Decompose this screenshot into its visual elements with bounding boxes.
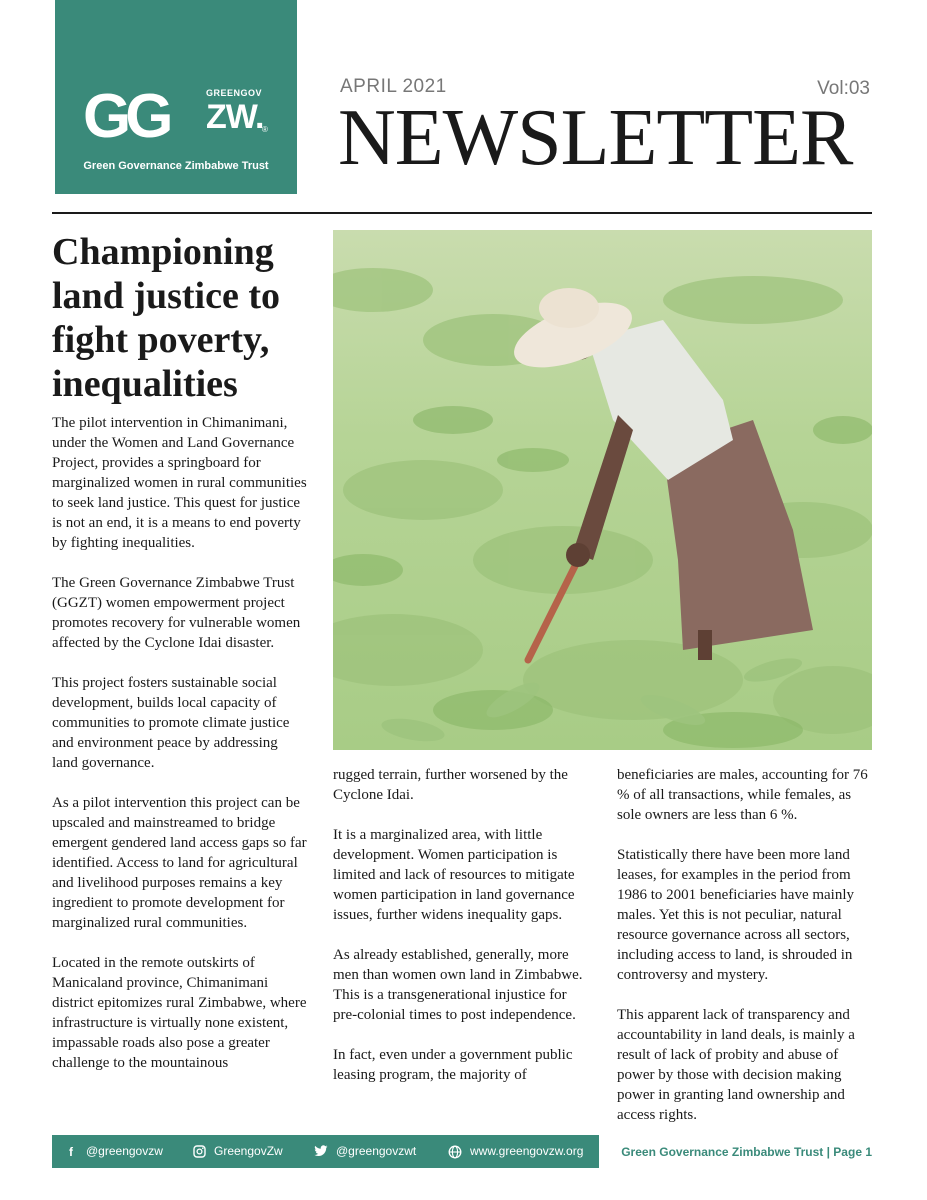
registered-mark: ® — [262, 125, 268, 134]
logo-mark: GG — [83, 82, 168, 151]
paragraph: As a pilot intervention this project can be upscaled and mainstreamed to bridge emergent gendered land access gaps so far identified. Access to land for agricultural and livelihood purposes remains a key ingredient to promote development for marginalized rural communities. — [52, 795, 307, 931]
masthead-title: NEWSLETTER — [338, 98, 853, 178]
issue-date: APRIL 2021 — [340, 76, 447, 97]
footer-social-bar — [52, 1135, 599, 1168]
logo-brand-small: GREENGOV — [206, 88, 263, 98]
instagram-handle: GreengovZw — [214, 1144, 283, 1158]
logo-brand-zw: ZW. — [206, 98, 264, 136]
article-headline: Championing land justice to fight poverty, inequalities — [52, 231, 280, 405]
facebook-handle: @greengovzw — [86, 1144, 163, 1158]
paragraph: It is a marginalized area, with little development. Women participation is limited and lack of resources to mitigate women participation in land governance issues, further widens inequality gaps. — [333, 827, 575, 923]
page-footer-credit: Green Governance Zimbabwe Trust | Page 1 — [621, 1145, 872, 1159]
paragraph: This project fosters sustainable social development, builds local capacity of communities to promote climate justice and environment peace by addressing land governance. — [52, 675, 290, 771]
article-column-3 — [617, 765, 873, 1125]
instagram-icon — [192, 1145, 206, 1159]
facebook-link[interactable] — [64, 1135, 163, 1168]
twitter-handle: @greengovzwt — [336, 1144, 417, 1158]
article-photo — [333, 230, 872, 750]
facebook-icon: f — [69, 1144, 73, 1159]
logo — [55, 0, 297, 194]
website-url: www.greengovzw.org — [470, 1144, 584, 1158]
article-column-2 — [333, 765, 588, 1120]
twitter-icon — [314, 1145, 328, 1159]
paragraph: rugged terrain, further worsened by the Cyclone Idai. — [333, 767, 568, 803]
globe-icon — [448, 1145, 462, 1159]
paragraph: The Green Governance Zimbabwe Trust (GGZT) women empowerment project promotes recovery for vulnerable women affected by the Cyclone Idai disaster. — [52, 575, 301, 651]
paragraph: beneficiaries are males, accounting for 76 % of all transactions, while females, as sole owners are less than 6 %. — [617, 767, 868, 823]
paragraph: In fact, even under a government public leasing program, the majority of — [333, 1047, 573, 1083]
paragraph: The pilot intervention in Chimanimani, under the Women and Land Governance Project, provides a springboard for marginalized women in rural communities to seek land justice. This quest for justice is not an end, it is a means to end poverty by fighting inequalities. — [52, 415, 307, 551]
article-column-1 — [52, 413, 307, 1125]
header-divider — [52, 212, 872, 214]
logo-caption: Green Governance Zimbabwe Trust — [83, 160, 269, 172]
paragraph: Located in the remote outskirts of Manicaland province, Chimanimani district epitomizes rural Zimbabwe, where infrastructure is virtually none existent, impassable roads also pose a greater challenge to the mountainous — [52, 955, 307, 1071]
website-link[interactable] — [448, 1135, 583, 1168]
twitter-link[interactable] — [314, 1135, 416, 1168]
paragraph: Statistically there have been more land leases, for examples in the period from 1986 to 2001 beneficiaries have mainly males. Yet this is not peculiar, natural resource governance across all sectors, including access to land, is shrouded in controversy and mystery. — [617, 847, 855, 983]
issue-volume: Vol:03 — [817, 78, 870, 99]
paragraph: This apparent lack of transparency and accountability in land deals, is mainly a result of lack of probity and abuse of power by those with decision making power in granting land ownership and access rights. — [617, 1007, 855, 1123]
instagram-link[interactable] — [192, 1135, 283, 1168]
paragraph: As already established, generally, more men than women own land in Zimbabwe. This is a transgenerational injustice for pre-colonial times to post independence. — [333, 947, 583, 1023]
